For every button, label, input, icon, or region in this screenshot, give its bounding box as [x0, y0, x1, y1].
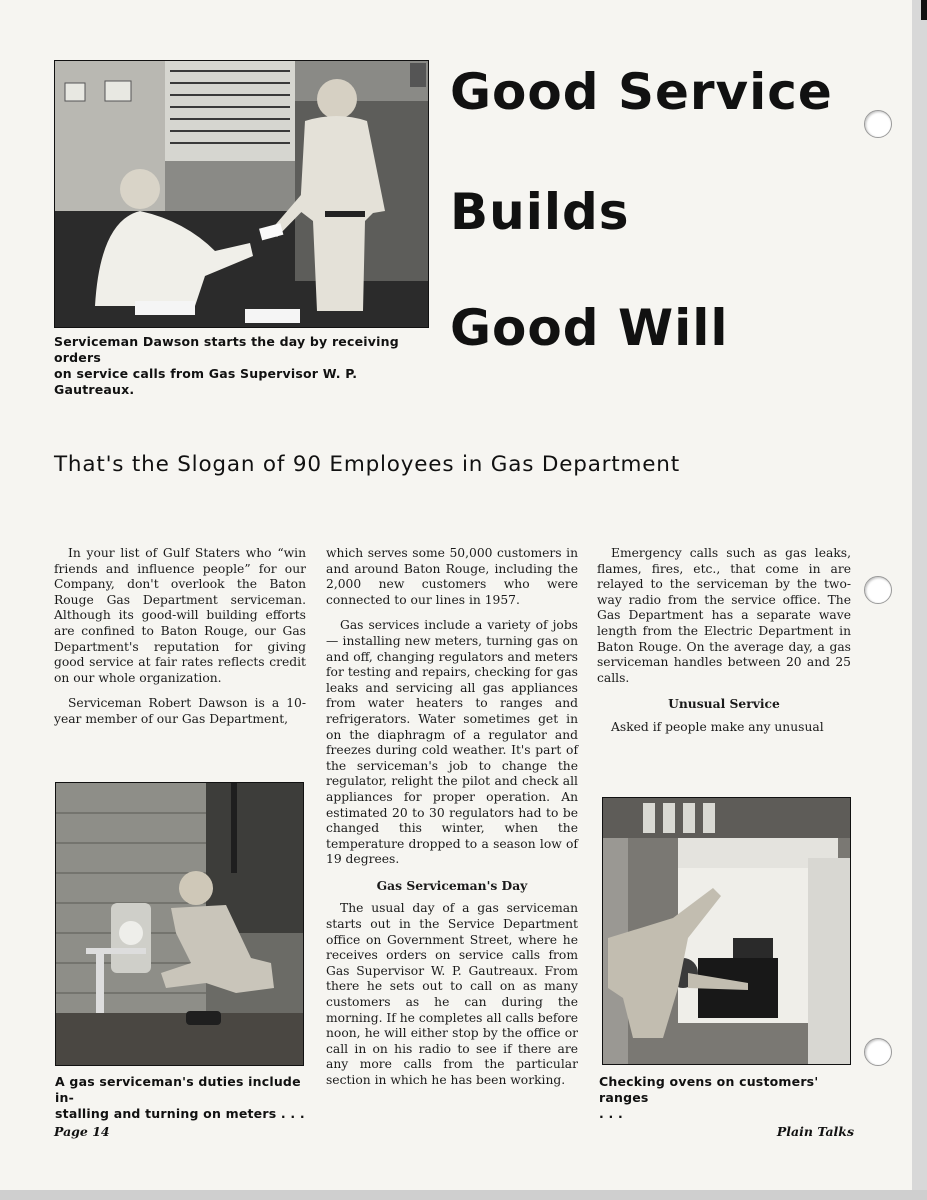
scan-edge-corner [921, 0, 927, 20]
section-heading: Gas Serviceman's Day [376, 877, 528, 893]
caption-oven-photo: Checking ovens on customers' ranges . . . [599, 1074, 819, 1121]
paragraph: Serviceman Robert Dawson is a 10-year member of our Gas Department, [54, 696, 306, 726]
article-column-1 [54, 546, 306, 738]
binder-hole [864, 1038, 892, 1066]
photo-meter-installation [55, 782, 304, 1066]
paragraph: Asked if people make any unusual [611, 719, 824, 734]
paragraph: Emergency calls such as gas leaks, flames, fires, etc., that come in are relayed to the serviceman by the two-way radio from the service office. The Gas Department has a separate wave length from the Electric Department in Baton Rouge. On the average day, a gas serviceman handles between 20 and 25 calls. [597, 546, 851, 685]
caption-office-photo: Serviceman Dawson starts the day by receiving orders on service calls from Gas Supervisor W. P. Gautreaux. [54, 334, 399, 397]
section-heading: Unusual Service [668, 696, 780, 712]
photo-oven-check [602, 797, 851, 1065]
meter-scene-illustration [56, 783, 303, 1065]
headline-line-1: Good Service [450, 63, 833, 121]
article-column-2 [326, 546, 578, 1099]
article-column-3 [597, 546, 851, 746]
subheadline: That's the Slogan of 90 Employees in Gas Department [54, 452, 680, 477]
scan-edge-bottom [0, 1190, 927, 1200]
paragraph: Gas services include a variety of jobs — installing new meters, turning gas on and off, changing regulators and meters for testing and repairs, checking for gas leaks and servicing all gas appliances from water heaters to ranges and refrigerators. Water sometimes get in on the diaphragm of a regulator and freezes during cold weather. It's part of the serviceman's job to change the regulator, relight the pilot and check all appliances for proper operation. An estimated 20 to 30 regulators had to be changed this winter, when the temperature dropped to a season low of 19 degrees. [326, 618, 578, 867]
page-number: Page 14 [54, 1124, 110, 1139]
binder-hole [864, 110, 892, 138]
paragraph: which serves some 50,000 customers in and around Baton Rouge, including the 2,000 new customers who were connected to our lines in 1957. [326, 546, 578, 607]
publication-name: Plain Talks [776, 1124, 854, 1139]
oven-scene-illustration [603, 798, 850, 1064]
scan-edge-right [912, 0, 927, 1200]
office-scene-illustration [55, 61, 428, 327]
headline-line-3: Good Will [450, 299, 729, 357]
caption-meter-photo: A gas serviceman's duties include in- stalling and turning on meters . . . [55, 1074, 305, 1121]
headline-line-2: Builds [450, 183, 630, 241]
paragraph: The usual day of a gas serviceman starts out in the Service Department office on Government Street, where he receives orders on service calls from Gas Supervisor W. P. Gautreaux. From there he sets out to call on as many customers as he can during the morning. If he completes all calls before noon, he will either stop by the office or call in on his radio to see if there are any more calls from the particular section in which he has been working. [326, 901, 578, 1087]
paragraph: In your list of Gulf Staters who “win friends and influence people” for our Company, don't overlook the Baton Rouge Gas Department serviceman. Although its good-will building efforts are confined to Baton Rouge, our Gas Department's reputation for giving good service at fair rates reflects credit on our whole organization. [54, 546, 306, 685]
binder-hole [864, 576, 892, 604]
photo-office-orders [54, 60, 429, 328]
